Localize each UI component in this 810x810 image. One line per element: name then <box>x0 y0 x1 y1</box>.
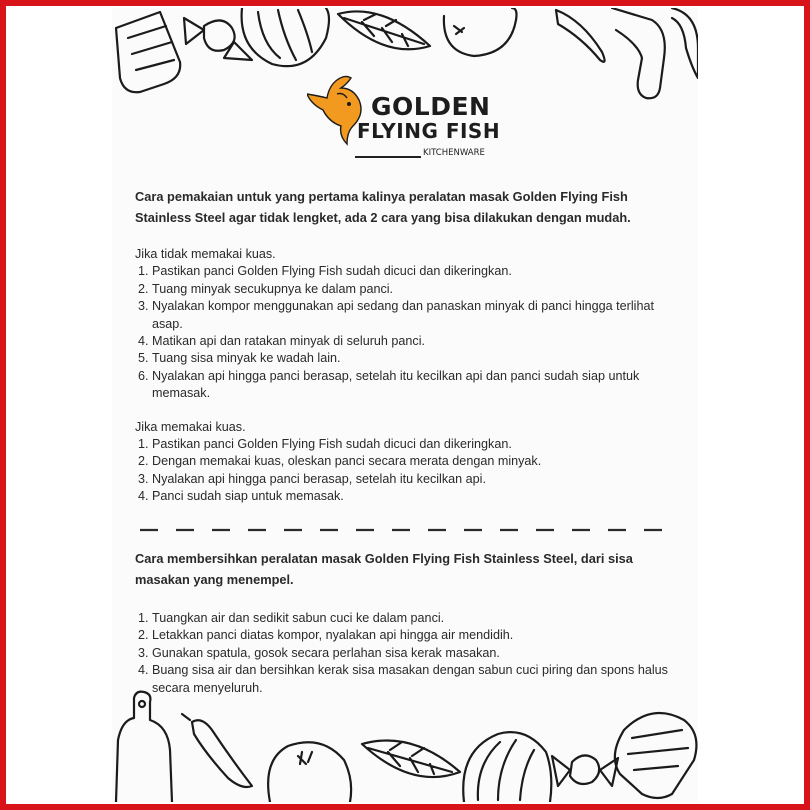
tomato-doodle-bottom <box>268 742 351 802</box>
list-item: 4. Matikan api dan ratakan minyak di seluruh panci. <box>152 333 680 350</box>
group-without-brush-heading: Jika tidak memakai kuas. <box>135 247 276 261</box>
golden-flying-fish-logo <box>307 66 501 166</box>
chili-doodle-bottom <box>182 714 252 787</box>
group-with-brush-list <box>135 436 680 506</box>
section-cleaning-intro: Cara membersihkan peralatan masak Golden Flying Fish Stainless Steel, dari sisa masakan yang menempel. <box>135 551 633 587</box>
cutting-board-doodle-bottom <box>116 692 172 802</box>
list-item: 4. Buang sisa air dan bersihkan kerak sisa masakan dengan sabun cuci piring dan spons halus secara menyeluruh. <box>152 662 680 697</box>
chili-doodle-top <box>556 10 605 62</box>
onion-doodle-bottom <box>463 732 551 802</box>
dashed-divider <box>140 526 670 534</box>
group-with-brush-heading: Jika memakai kuas. <box>135 419 246 434</box>
instruction-sheet <box>112 8 698 802</box>
logo-text-golden: GOLDEN <box>371 92 491 121</box>
section-cleaning <box>135 548 680 697</box>
list-item: 2. Tuang minyak secukupnya ke dalam panci. <box>152 281 680 298</box>
onion-doodle-top <box>242 8 329 66</box>
bottom-doodle-border <box>112 690 698 802</box>
candy-doodle-bottom <box>552 755 618 786</box>
wooden-tray-doodle-bottom <box>615 713 697 798</box>
list-item: 5. Tuang sisa minyak ke wadah lain. <box>152 350 680 367</box>
list-item: 2. Dengan memakai kuas, oleskan panci secara merata dengan minyak. <box>152 453 680 470</box>
list-item: 1. Pastikan panci Golden Flying Fish sudah dicuci dan dikeringkan. <box>152 436 680 453</box>
group-without-brush-list <box>135 263 680 402</box>
list-item: 3. Gunakan spatula, gosok secara perlahan sisa kerak masakan. <box>152 645 680 662</box>
tomato-doodle-top <box>444 8 517 56</box>
cleaning-steps-list <box>135 610 680 697</box>
leaf-doodle-top <box>338 11 430 49</box>
list-item: 1. Pastikan panci Golden Flying Fish sudah dicuci dan dikeringkan. <box>152 263 680 280</box>
pan-doodle-top <box>612 8 698 98</box>
list-item: 1. Tuangkan air dan sedikit sabun cuci ke dalam panci. <box>152 610 680 627</box>
cutting-board-doodle-top <box>116 12 180 92</box>
list-item: 6. Nyalakan api hingga panci berasap, setelah itu kecilkan api dan panci sudah siap untuk memasak. <box>152 368 680 403</box>
leaf-doodle-bottom <box>362 741 460 778</box>
logo-text-flying-fish: FLYING FISH <box>357 119 501 143</box>
list-item: 3. Nyalakan kompor menggunakan api sedang dan panaskan minyak di panci hingga terlihat asap. <box>152 298 680 333</box>
list-item: 4. Panci sudah siap untuk memasak. <box>152 488 680 505</box>
section-first-use-intro: Cara pemakaian untuk yang pertama kalinya peralatan masak Golden Flying Fish Stainless Steel agar tidak lengket, ada 2 cara yang bisa dilakukan dengan mudah. <box>135 189 631 225</box>
section-first-use <box>135 186 680 506</box>
list-item: 2. Letakkan panci diatas kompor, nyalakan api hingga air mendidih. <box>152 627 680 644</box>
logo-text-kitchenware: KITCHENWARE <box>423 148 485 158</box>
logo-underline <box>355 156 421 158</box>
list-item: 3. Nyalakan api hingga panci berasap, setelah itu kecilkan api. <box>152 471 680 488</box>
